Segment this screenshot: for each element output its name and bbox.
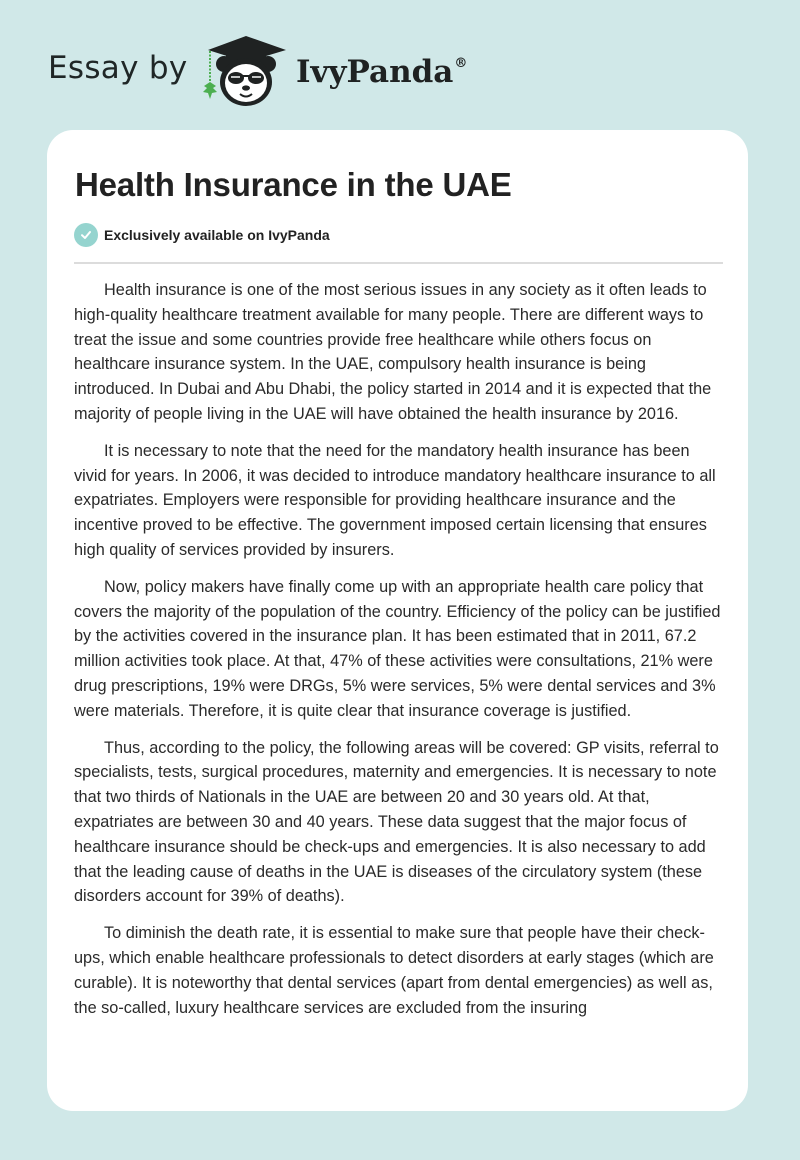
paragraph: Now, policy makers have finally come up with an appropriate health care policy that covers the majority of the population of the country. Efficiency of the policy can be justified by the activities covered in the insurance plan. It has been estimated that in 2011, 67.2 million activities took place. At that, 47% of these activities were consultations, 21% were drug prescriptions, 19% were DRGs, 5% were services, 5% were dental services and 3% were materials. Therefore, it is quite clear that insurance coverage is justified. bbox=[74, 577, 721, 720]
essay-card bbox=[47, 130, 748, 1111]
registered-mark: ® bbox=[454, 55, 468, 71]
check-circle-icon bbox=[74, 223, 98, 247]
page-title: Health Insurance in the UAE bbox=[75, 166, 512, 203]
exclusive-badge bbox=[74, 223, 330, 247]
paragraph: Health insurance is one of the most serious issues in any society as it often leads to high-quality healthcare treatment available for many people. There are different ways to treat the issue and some countries provide free healthcare while others focus on healthcare insurance system. In the UAE, compulsory health insurance is being introduced. In Dubai and Abu Dhabi, the policy started in 2014 and it is expected that the majority of people living in the UAE will have obtained the health insurance by 2016. bbox=[74, 281, 712, 423]
paragraph: To diminish the death rate, it is essential to make sure that people have their check-ups, which enable healthcare professionals to detect disorders at early stages (which are curable). It is noteworthy that dental services (apart from dental emergencies) as well as, the so-called, luxury healthcare services are excluded from the insuring bbox=[74, 924, 714, 1017]
site-header bbox=[0, 0, 800, 130]
paragraph: Thus, according to the policy, the following areas will be covered: GP visits, referral to specialists, tests, surgical procedures, maternity and emergencies. It is necessary to note that two thirds of Nationals in the UAE are between 20 and 30 years old. At that, expatriates are between 30 and 40 years. These data suggest that the major focus of healthcare insurance should be check-ups and emergencies. It is also necessary to add that the leading cause of deaths in the UAE is diseases of the circulatory system (these disorders account for 39% of deaths). bbox=[74, 738, 719, 906]
essay-by-label: Essay by bbox=[48, 50, 188, 86]
essay-body bbox=[74, 278, 726, 1032]
exclusive-label: Exclusively available on IvyPanda bbox=[104, 227, 330, 243]
brand-name bbox=[296, 54, 467, 90]
brand-name-text: IvyPanda bbox=[296, 54, 454, 90]
paragraph: It is necessary to note that the need for the mandatory health insurance has been vivid for years. In 2006, it was decided to introduce mandatory healthcare insurance to all expatriates. Employers were responsible for providing healthcare insurance and the incentive proved to be effective. The government imposed certain licensing that ensures high quality of services provided by insurers. bbox=[74, 441, 716, 559]
checkmark-icon bbox=[80, 229, 92, 241]
title-divider bbox=[74, 262, 723, 264]
panda-graduate-icon bbox=[200, 34, 292, 110]
